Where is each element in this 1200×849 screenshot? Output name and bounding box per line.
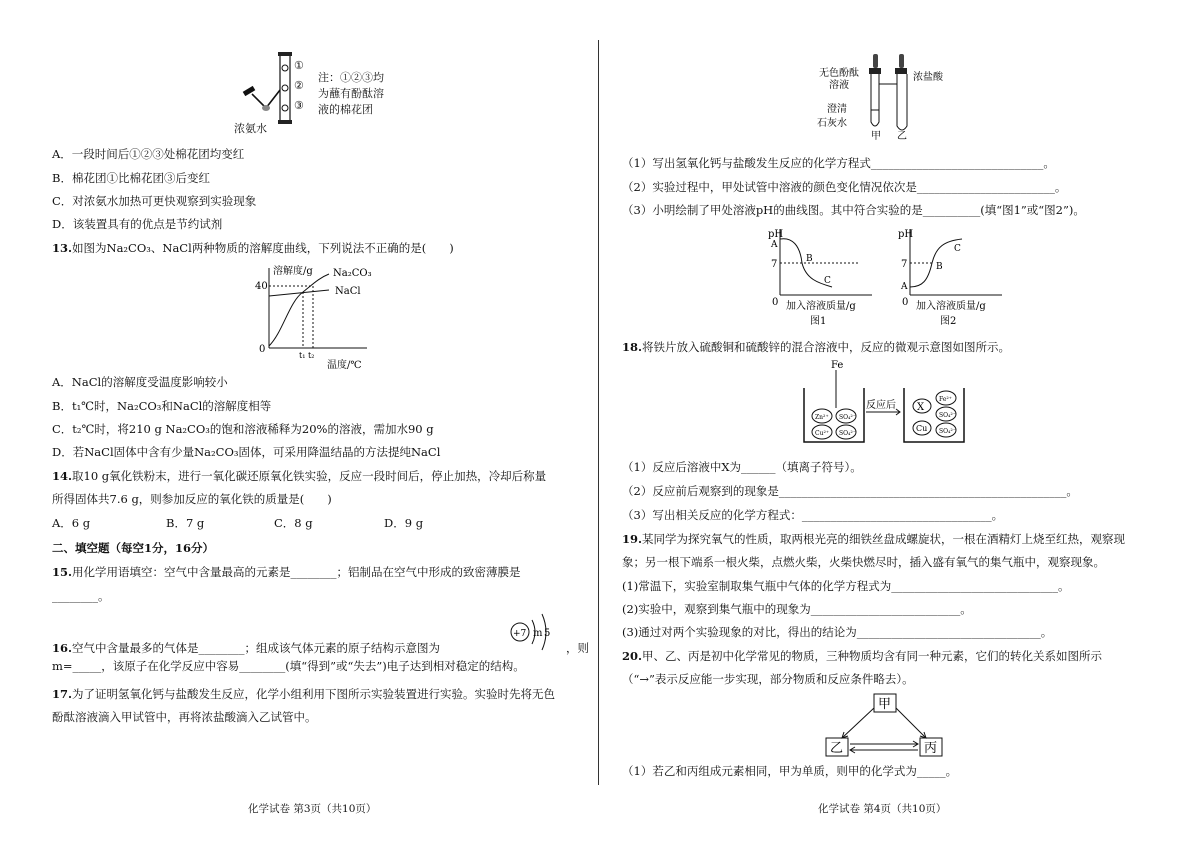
point-a: A bbox=[901, 282, 908, 292]
label-two: ② bbox=[294, 79, 304, 92]
question-number: 13. bbox=[52, 241, 73, 255]
question-text: 为了证明氢氧化钙与盐酸发生反应，化学小组利用下图所示实验装置进行实验。实验时先将无色 bbox=[72, 687, 556, 701]
q14-option-b: B．7 g bbox=[166, 516, 205, 530]
note-line: 注：①②③均 bbox=[318, 71, 384, 84]
so4-ion: SO₄²⁻ bbox=[839, 430, 857, 437]
question-number: 15. bbox=[52, 565, 73, 579]
question-text: 将铁片放入硫酸铜和硫酸锌的混合溶液中，反应的微观示意图如图所示。 bbox=[642, 340, 1011, 354]
point-b: B bbox=[936, 262, 943, 272]
nacl-curve-label: NaCl bbox=[335, 286, 361, 297]
lime-label-1: 澄清 bbox=[827, 104, 847, 115]
page-divider bbox=[598, 40, 599, 785]
zn-ion: Zn²⁺ bbox=[815, 414, 829, 421]
so4-ion: SO₄²⁻ bbox=[939, 412, 957, 419]
test-tube-apparatus bbox=[815, 50, 965, 140]
question-number: 20. bbox=[622, 649, 643, 663]
q15-line2: ________。 bbox=[52, 589, 110, 603]
question-text: 甲、乙、丙是初中化学常见的物质，三种物质均含有同一种元素，它们的转化关系如图所示 bbox=[642, 649, 1103, 663]
q18-stem bbox=[622, 339, 1010, 355]
conversion-diagram bbox=[820, 692, 950, 762]
phenol-label-2: 溶液 bbox=[829, 80, 849, 91]
q19-line2: 象；另一根下端系一根火柴，点燃火柴，火柴快燃尽时，插入盛有氧气的集气瓶中，观察现象。 bbox=[622, 555, 1105, 569]
q18-part3: （3）写出相关反应的化学方程式：_________________________________。 bbox=[622, 508, 1004, 522]
q19-part2: (2)实验中，观察到集气瓶中的现象为__________________________。 bbox=[622, 602, 972, 616]
q17-line2: 酚酞溶液滴入甲试管中，再将浓盐酸滴入乙试管中。 bbox=[52, 710, 317, 724]
q13-option-d: D．若NaCl固体中含有少量Na₂CO₃固体，可采用降温结晶的方法提纯NaCl bbox=[52, 445, 441, 459]
q16-then: ，则 bbox=[566, 641, 589, 655]
q19-part1: (1)常温下，实验室制取集气瓶中气体的化学方程式为_____________________________。 bbox=[622, 579, 1070, 593]
tube-yi: 乙 bbox=[897, 131, 907, 140]
cu-ion: Cu²⁺ bbox=[815, 430, 830, 437]
right-footer: 化学试卷 第4页（共10页） bbox=[818, 803, 947, 815]
q12-option-b: B．棉花团①比棉花团③后变红 bbox=[52, 171, 210, 185]
t1t2-label: t₁ t₂ bbox=[299, 351, 315, 360]
cu-atom: Cu bbox=[916, 424, 928, 433]
q14-option-d: D．9 g bbox=[384, 516, 424, 530]
ph-graph-1 bbox=[762, 225, 882, 330]
q17-line1 bbox=[52, 686, 555, 702]
q13-stem bbox=[52, 240, 454, 256]
seven-label: 7 bbox=[901, 259, 908, 270]
so4-ion: SO₄²⁻ bbox=[839, 414, 857, 421]
q13-option-c: C．t₂℃时，将210 g Na₂CO₃的饱和溶液稀释为20%的溶液，需加水90 g bbox=[52, 422, 434, 436]
q14-option-a: A．6 g bbox=[52, 516, 91, 530]
temp-xlabel: 温度/℃ bbox=[327, 360, 362, 371]
q17-part1: （1）写出氢氧化钙与盐酸发生反应的化学方程式______________________________。 bbox=[622, 156, 1055, 170]
q14-line1 bbox=[52, 468, 546, 484]
na2co3-curve-label: Na₂CO₃ bbox=[333, 268, 372, 279]
question-text: 用化学用语填空：空气中含量最高的元素是________；铝制品在空气中形成的致密薄膜是 bbox=[72, 565, 521, 579]
q20-line2: （“→”表示反应能一步实现，部分物质和反应条件略去）。 bbox=[622, 672, 914, 686]
ph-xlabel: 加入溶液质量/g bbox=[916, 301, 986, 312]
ph-label: pH bbox=[768, 229, 784, 240]
origin-label: 0 bbox=[902, 297, 909, 308]
q15-line1 bbox=[52, 564, 521, 580]
point-b: B bbox=[806, 254, 813, 264]
q16-line1 bbox=[52, 640, 440, 656]
question-text: 空气中含量最多的气体是________；组成该气体元素的原子结构示意图为 bbox=[72, 641, 441, 655]
q16-line2: m=_____，该原子在化学反应中容易________(填“得到”或“失去”)电子达到相对稳定的结构。 bbox=[52, 659, 525, 673]
question-number: 18. bbox=[622, 340, 643, 354]
y-tick-40: 40 bbox=[255, 281, 268, 292]
q12-option-c: C．对浓氨水加热可更快观察到实验现象 bbox=[52, 194, 257, 208]
note-line: 为蘸有酚酞溶 bbox=[318, 87, 384, 100]
fe-label: Fe bbox=[831, 360, 844, 371]
q12-option-d: D．该装置具有的优点是节约试剂 bbox=[52, 217, 223, 231]
solubility-graph bbox=[255, 262, 385, 372]
origin-label: 0 bbox=[259, 344, 266, 355]
hcl-label: 浓盐酸 bbox=[913, 72, 943, 83]
electron-five: 5 bbox=[544, 628, 551, 639]
reaction-arrow-label: 反应后 bbox=[866, 400, 896, 411]
apparatus-numbers bbox=[294, 56, 304, 116]
label-three: ③ bbox=[294, 99, 304, 112]
lime-label-2: 石灰水 bbox=[817, 118, 847, 129]
q18-part2: （2）反应前后观察到的现象是__________________________________________________。 bbox=[622, 484, 1078, 498]
unknown-ion-x: X bbox=[917, 402, 925, 413]
apparatus-note bbox=[318, 70, 384, 118]
box-bing: 丙 bbox=[924, 741, 938, 756]
tube-jia: 甲 bbox=[871, 131, 881, 140]
ph-graph-2 bbox=[892, 225, 1012, 330]
q13-option-b: B．t₁℃时，Na₂CO₃和NaCl的溶解度相等 bbox=[52, 399, 272, 413]
solubility-ylabel: 溶解度/g bbox=[273, 266, 313, 277]
label-one: ① bbox=[294, 59, 304, 72]
question-number: 17. bbox=[52, 687, 73, 701]
q19-line1 bbox=[622, 531, 1125, 547]
q17-part2: （2）实验过程中，甲处试管中溶液的颜色变化情况依次是________________________。 bbox=[622, 180, 1067, 194]
q12-option-a: A．一段时间后①②③处棉花团均变红 bbox=[52, 147, 245, 161]
reaction-micro-diagram bbox=[800, 356, 970, 450]
question-number: 16. bbox=[52, 641, 73, 655]
q19-part3: (3)通过对两个实验现象的对比，得出的结论为________________________________。 bbox=[622, 625, 1053, 639]
q13-option-a: A．NaCl的溶解度受温度影响较小 bbox=[52, 375, 228, 389]
atom-structure-diagram bbox=[508, 608, 560, 656]
phenol-label-1: 无色酚酞 bbox=[819, 68, 859, 79]
point-c: C bbox=[824, 276, 831, 286]
ph-xlabel: 加入溶液质量/g bbox=[786, 301, 856, 312]
box-jia: 甲 bbox=[878, 697, 892, 712]
question-text: 如图为Na₂CO₃、NaCl两种物质的溶解度曲线，下列说法不正确的是( ) bbox=[72, 241, 454, 255]
electron-m: m bbox=[533, 628, 543, 639]
fe2-ion: Fe²⁺ bbox=[939, 396, 952, 403]
q20-line1 bbox=[622, 648, 1102, 664]
section-2-heading: 二、填空题（每空1分，16分） bbox=[52, 541, 215, 555]
question-number: 14. bbox=[52, 469, 73, 483]
fig2-caption: 图2 bbox=[940, 316, 957, 327]
note-line: 液的棉花团 bbox=[318, 103, 373, 116]
seven-label: 7 bbox=[771, 259, 778, 270]
origin-label: 0 bbox=[772, 297, 779, 308]
box-yi: 乙 bbox=[830, 741, 844, 756]
question-number: 19. bbox=[622, 532, 643, 546]
point-c: C bbox=[954, 244, 961, 254]
q17-part3: （3）小明绘制了甲处溶液pH的曲线图。其中符合实验的是__________(填“图1”或“图2”)。 bbox=[622, 203, 1085, 217]
so4-ion: SO₄²⁻ bbox=[939, 428, 957, 435]
left-footer: 化学试卷 第3页（共10页） bbox=[248, 803, 377, 815]
nucleus-charge: +7 bbox=[513, 629, 527, 639]
ph-label: pH bbox=[898, 229, 914, 240]
q14-option-c: C．8 g bbox=[274, 516, 313, 530]
question-text: 取10 g氧化铁粉末，进行一氧化碳还原氧化铁实验，反应一段时间后，停止加热，冷却后称量 bbox=[72, 469, 547, 483]
question-text: 某同学为探究氧气的性质，取两根光亮的细铁丝盘成螺旋状，一根在酒精灯上烧至红热，观察现 bbox=[642, 532, 1126, 546]
q14-line2: 所得固体共7.6 g，则参加反应的氧化铁的质量是( ) bbox=[52, 492, 332, 506]
q18-part1: （1）反应后溶液中X为______（填离子符号）。 bbox=[622, 460, 862, 474]
fig1-caption: 图1 bbox=[810, 316, 827, 327]
point-a: A bbox=[771, 240, 778, 250]
q20-part1: （1）若乙和丙组成元素相同，甲为单质，则甲的化学式为_____。 bbox=[622, 764, 958, 778]
ammonia-label: 浓氨水 bbox=[234, 122, 267, 135]
